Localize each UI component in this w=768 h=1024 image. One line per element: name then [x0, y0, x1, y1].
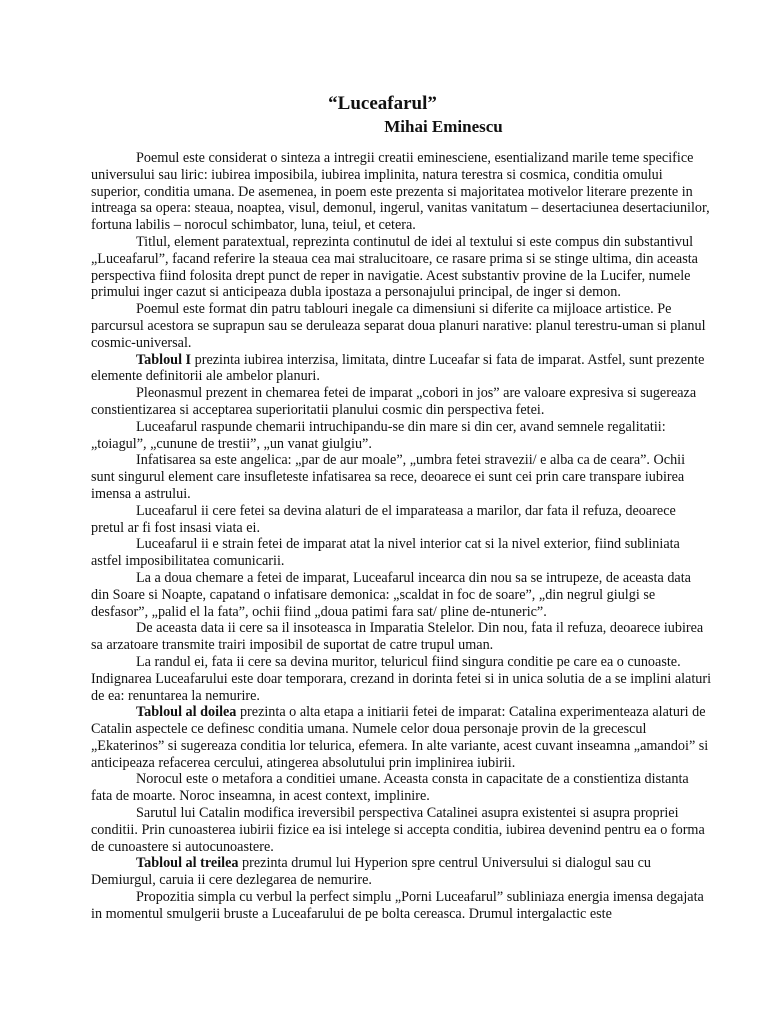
paragraph: Tabloul I prezinta iubirea interzisa, limitata, dintre Luceafar si fata de imparat. Astfel, sunt prezente elemente definitorii ale ambelor planuri. [91, 351, 705, 385]
paragraph: Tabloul al doilea prezinta o alta etapa a initiarii fetei de imparat: Catalina experimenteaza alaturi de Catalin aspectele ce definesc conditia umana. Numele celor doua personaje provin de la grecescul „Ekaterinos” si sugereaza conditia lor telurica, efemera. In alte variante, acest cuvant inseamna „amandoi” si anticipeaza refacerea cercului, atingerea absolutului prin implinirea iubirii. [91, 704, 709, 771]
paragraph: Poemul este format din patru tablouri inegale ca dimensiuni si diferite ca mijloace artistice. Pe parcursul acestora se suprapun sau se deruleaza separat doua planuri narative: planul terestru-uman si planul cosmic-universal. [91, 301, 706, 351]
paragraph: Luceafarul raspunde chemarii intruchipandu-se din mare si din cer, avand semnele regalitatii: „toiagul”, „cunune de trestii”, „un vanat giulgiu”. [91, 418, 666, 452]
paragraph: Pleonasmul prezent in chemarea fetei de imparat „cobori in jos” are valoare expresiva si sugereaza constientizarea si acceptarea superioritatii planului cosmic din perspectiva fetei. [91, 385, 697, 418]
paragraph: Sarutul lui Catalin modifica ireversibil perspectiva Catalinei asupra existentei si asupra propriei conditii. Prin cunoasterea iubirii fizice ea isi intelege si accepta conditia, iubirea devenind pentru ea o forma de cunoastere si autocunoastere. [91, 805, 705, 855]
paragraph: Propozitia simpla cu verbul la perfect simplu „Porni Luceafarul” subliniaza energia imensa degajata in momentul smulgerii bruste a Luceafarului de pe bolta cereasca. Drumul intergalactic este [91, 889, 704, 922]
section-heading: Tabloul I [136, 351, 192, 368]
section-heading: Tabloul al treilea [136, 855, 239, 872]
paragraph: Poemul este considerat o sinteza a intregii creatii eminesciene, esentializand marile teme specifice universului sau liric: iubirea imposibila, iubirea implinita, natura terestra si cosmica, conditia omului superior, conditia umana. De asemenea, in poem este prezenta si majoritatea motivelor literare prezente in intreaga sa opera: steaua, noaptea, visul, demonul, ingerul, vanitas vanitatum – desertaciunea desertaciunilor, fortuna labilis – norocul schimbator, luna, teiul, et cetera. [91, 150, 710, 234]
paragraph: Luceafarul ii e strain fetei de imparat atat la nivel interior cat si la nivel exterior, fiind subliniata astfel imposibilitatea comunicarii. [91, 536, 680, 570]
document-title: “Luceafarul” [328, 93, 437, 114]
document-body [91, 150, 712, 923]
paragraph: Luceafarul ii cere fetei sa devina alaturi de el imparateasa a marilor, dar fata il refuza, deoarece pretul ar fi fost insasi viata ei. [91, 502, 676, 536]
paragraph: Tabloul al treilea prezinta drumul lui Hyperion spre centrul Universului si dialogul sau cu Demiurgul, caruia ii cere dezlegarea de nemurire. [91, 855, 652, 889]
paragraph: Norocul este o metafora a conditiei umane. Aceasta consta in capacitate de a constientiza distanta fata de moarte. Noroc inseamna, in acest context, implinire. [91, 771, 689, 805]
section-heading: Tabloul al doilea [136, 704, 237, 721]
document-author: Mihai Eminescu [384, 117, 503, 136]
paragraph: La a doua chemare a fetei de imparat, Luceafarul incearca din nou sa se intrupeze, de aceasta data din Soare si Noapte, capatand o infatisare demonica: „scaldat in foc de soare”, „din negrul giulgi se desfasor”, „palid el la fata”, ochii fiind „doua patimi fara sat/ pline de-ntuneric”. [91, 569, 691, 620]
paragraph: Titlul, element paratextual, reprezinta continutul de idei al textului si este compus din substantivul „Luceafarul”, facand referire la steaua cea mai stralucitoare, ce rasare prima si se stinge ultima, din aceasta perspectiva fiind folosita drept punct de reper in navigatie. Acest substantiv provine de la Lucifer, numele primului inger cazut si anticipeaza dubla ipostaza a personajului principal, de inger si demon. [91, 233, 698, 301]
paragraph: De aceasta data ii cere sa il insoteasca in Imparatia Stelelor. Din nou, fata il refuza, deoarece iubirea sa arzatoare transmite trairi imposibil de suportat de catre trupul uman. [91, 620, 704, 654]
paragraph: La randul ei, fata ii cere sa devina muritor, teluricul fiind singura conditie pe care ea o cunoaste. Indignarea Luceafarului este doar temporara, crezand in dorinta fetei si in unica solutia de a se implini alaturi de ea: renuntarea la nemurire. [91, 653, 712, 704]
paragraph: Infatisarea sa este angelica: „par de aur moale”, „umbra fetei stravezii/ e alba ca de ceara”. Ochii sunt singurul element care insufleteste infatisarea sa rece, deoarece ei sunt cei prin care transpare iubirea imensa a astrului. [91, 452, 686, 502]
